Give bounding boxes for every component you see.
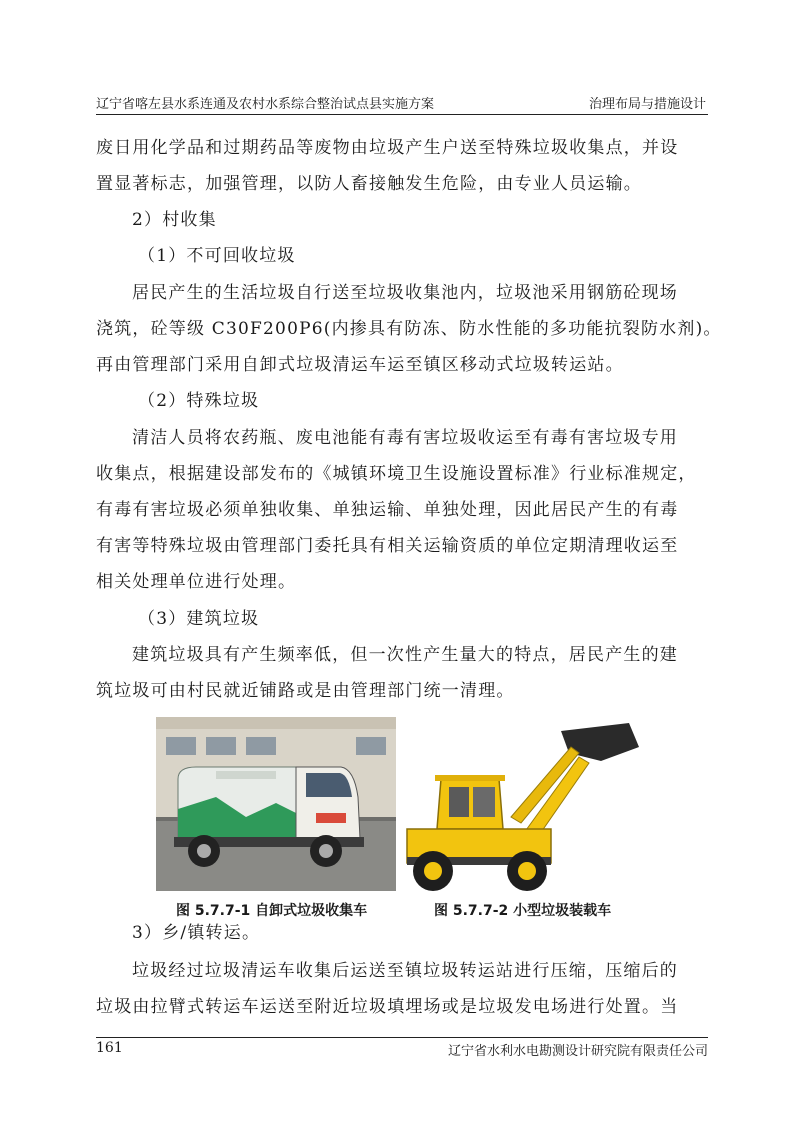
section-heading-village: 2）村收集 (132, 210, 217, 230)
paragraph-line: 浇筑，砼等级 C30F200P6(内掺具有防冻、防水性能的多功能抗裂防水剂)。 (96, 319, 722, 339)
wheel-loader-photo (401, 717, 645, 893)
paragraph-line: 废日用化学品和过期药品等废物由垃圾产生户送至特殊垃圾收集点，并设 (96, 138, 679, 158)
paragraph-line: 相关处理单位进行处理。 (96, 572, 297, 592)
paragraph-line: 收集点，根据建设部发布的《城镇环境卫生设施设置标准》行业标准规定， (96, 464, 697, 484)
paragraph-line: 清洁人员将农药瓶、废电池能有毒有害垃圾收运至有毒有害垃圾专用 (132, 428, 678, 448)
page-header (96, 91, 706, 113)
garbage-truck-photo (156, 717, 396, 891)
paragraph-line: 居民产生的生活垃圾自行送至垃圾收集池内，垃圾池采用钢筋砼现场 (132, 283, 678, 303)
paragraph-line: 再由管理部门采用自卸式垃圾清运车运至镇区移动式垃圾转运站。 (96, 355, 624, 375)
figure-caption-garbage-truck: 图 5.7.7-1 自卸式垃圾收集车 (176, 903, 368, 919)
footer-organization: 辽宁省水利水电勘测设计研究院有限责任公司 (447, 1044, 708, 1059)
figure-caption-wheel-loader: 图 5.7.7-2 小型垃圾装载车 (434, 903, 612, 919)
paragraph-line: 建筑垃圾具有产生频率低，但一次性产生量大的特点，居民产生的建 (132, 645, 678, 665)
footer-divider (96, 1037, 708, 1038)
header-divider (96, 114, 708, 115)
paragraph-line: 有害等特殊垃圾由管理部门委托具有相关运输资质的单位定期清理收运至 (96, 536, 679, 556)
paragraph-line: 筑垃圾可由村民就近铺路或是由管理部门统一清理。 (96, 681, 515, 701)
paragraph-line: 垃圾由拉臂式转运车运送至附近垃圾填埋场或是垃圾发电场进行处置。当 (96, 997, 679, 1017)
page-number: 161 (96, 1040, 123, 1056)
section-heading-town: 3）乡/镇转运。 (132, 923, 261, 943)
paragraph-line: 垃圾经过垃圾清运车收集后运送至镇垃圾转运站进行压缩，压缩后的 (132, 961, 678, 981)
paragraph-line: 有毒有害垃圾必须单独收集、单独运输、单独处理，因此居民产生的有毒 (96, 500, 679, 520)
header-document-title: 辽宁省喀左县水系连通及农村水系综合整治试点县实施方案 (96, 97, 435, 112)
header-chapter-title: 治理布局与措施设计 (588, 97, 706, 112)
subsection-heading-nonrecyclable: （1）不可回收垃圾 (138, 246, 296, 266)
subsection-heading-construction: （3）建筑垃圾 (138, 609, 260, 629)
subsection-heading-special: （2）特殊垃圾 (138, 391, 260, 411)
paragraph-line: 置显著标志，加强管理，以防人畜接触发生危险，由专业人员运输。 (96, 174, 642, 194)
